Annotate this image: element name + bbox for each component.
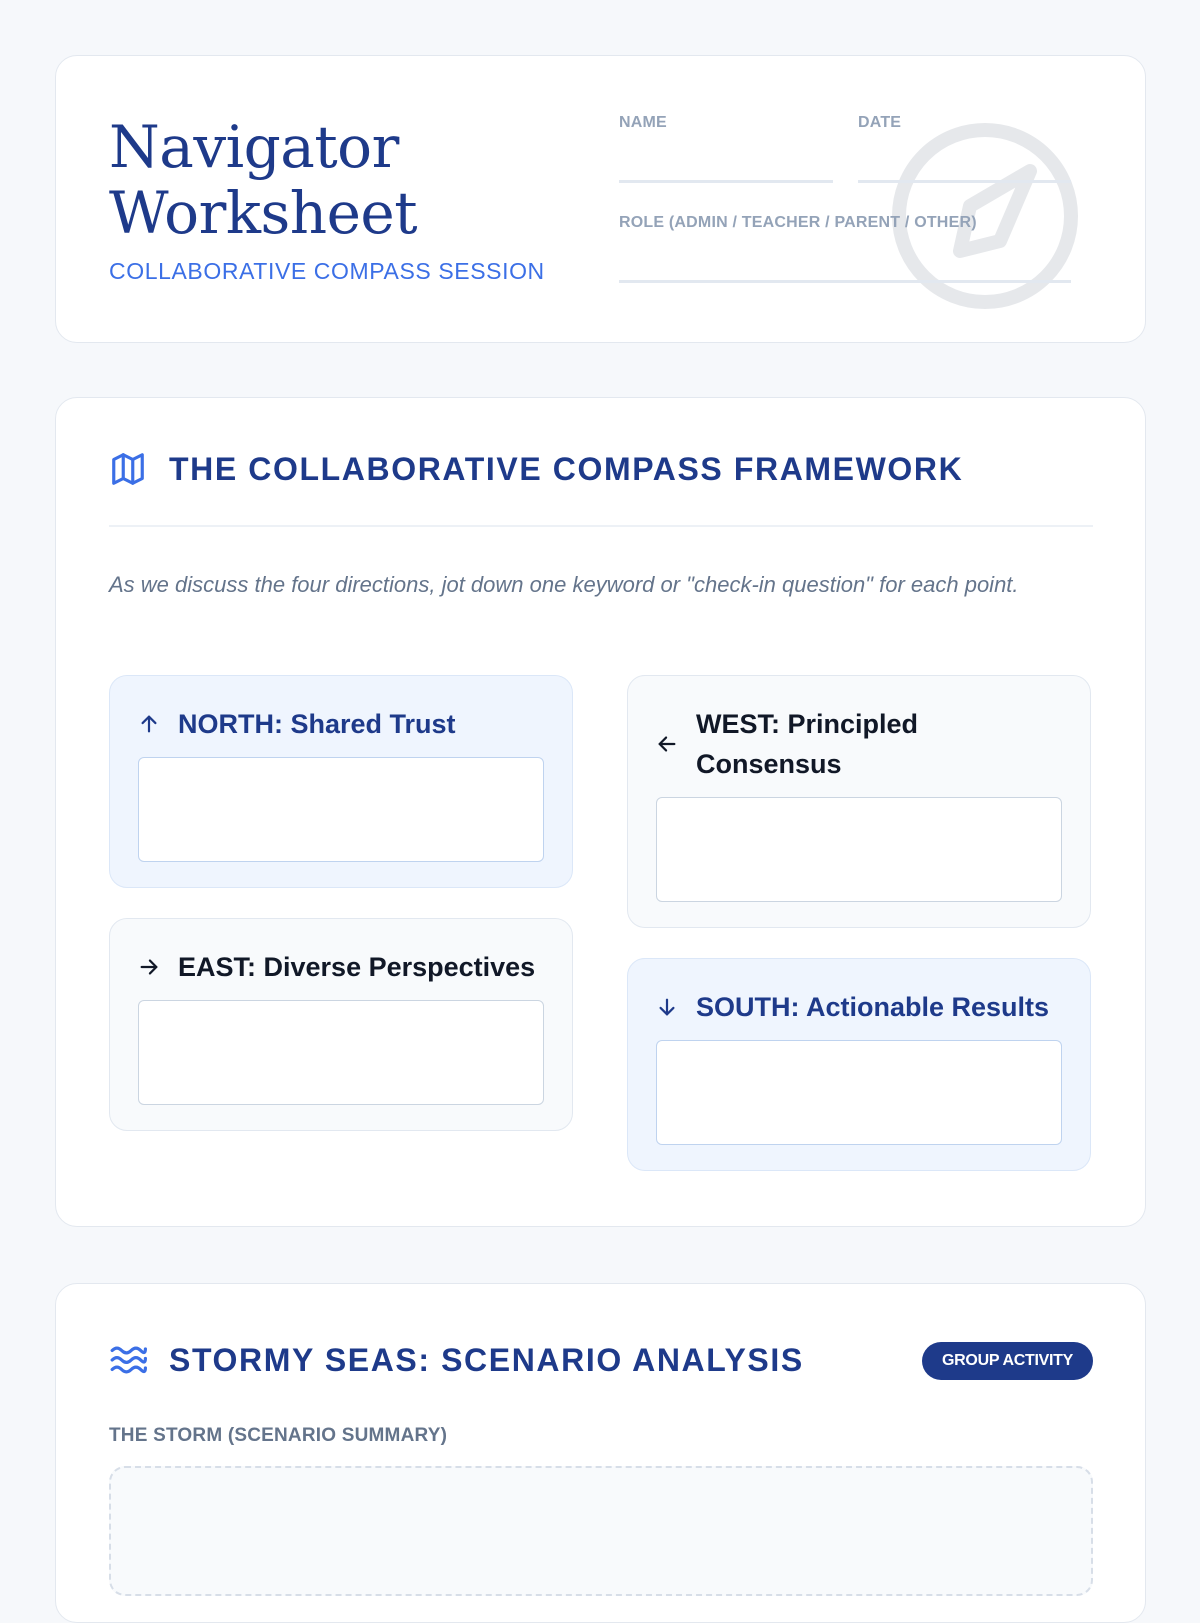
group-activity-badge: GROUP ACTIVITY — [922, 1342, 1093, 1380]
north-header — [138, 704, 552, 744]
arrow-down-icon — [656, 996, 678, 1018]
south-label: SOUTH: Actionable Results — [696, 992, 1050, 1022]
east-box — [109, 918, 573, 1131]
framework-title: THE COLLABORATIVE COMPASS FRAMEWORK — [169, 450, 964, 487]
worksheet-title — [109, 114, 417, 246]
role-label: ROLE (ADMIN / TEACHER / PARENT / OTHER) — [619, 214, 977, 231]
storm-header — [109, 1341, 804, 1379]
arrow-left-icon — [656, 733, 678, 755]
title-line-1: Navigator — [109, 113, 399, 181]
west-input[interactable] — [656, 797, 1062, 902]
west-box — [627, 675, 1091, 928]
framework-divider — [109, 525, 1093, 527]
storm-summary-label: THE STORM (SCENARIO SUMMARY) — [109, 1425, 448, 1446]
date-field[interactable] — [858, 180, 1071, 183]
title-line-2: Worksheet — [109, 179, 418, 247]
north-label: NORTH: Shared Trust — [178, 709, 456, 739]
south-header — [656, 987, 1070, 1027]
worksheet-subtitle: COLLABORATIVE COMPASS SESSION — [109, 258, 545, 284]
north-input[interactable] — [138, 757, 544, 862]
storm-title: STORMY SEAS: SCENARIO ANALYSIS — [169, 1341, 804, 1378]
arrow-up-icon — [138, 713, 160, 735]
south-box — [627, 958, 1091, 1171]
framework-card — [55, 397, 1146, 1227]
header-card — [55, 55, 1146, 343]
name-field[interactable] — [619, 180, 833, 183]
map-icon — [109, 450, 147, 488]
east-label: EAST: Diverse Perspectives — [178, 952, 536, 982]
date-label: DATE — [858, 114, 902, 131]
name-label: NAME — [619, 114, 667, 131]
role-field[interactable] — [619, 280, 1071, 283]
storm-summary-input[interactable] — [109, 1466, 1093, 1596]
arrow-right-icon — [138, 956, 160, 978]
storm-card — [55, 1283, 1146, 1623]
waves-icon — [109, 1341, 147, 1379]
framework-header — [109, 450, 963, 488]
west-header — [656, 704, 1070, 784]
framework-instructions: As we discuss the four directions, jot down one keyword or "check-in question" for each point. — [109, 572, 1019, 597]
south-input[interactable] — [656, 1040, 1062, 1145]
north-box — [109, 675, 573, 888]
east-header — [138, 947, 552, 987]
east-input[interactable] — [138, 1000, 544, 1105]
west-label: WEST: Principled Consensus — [696, 709, 919, 779]
